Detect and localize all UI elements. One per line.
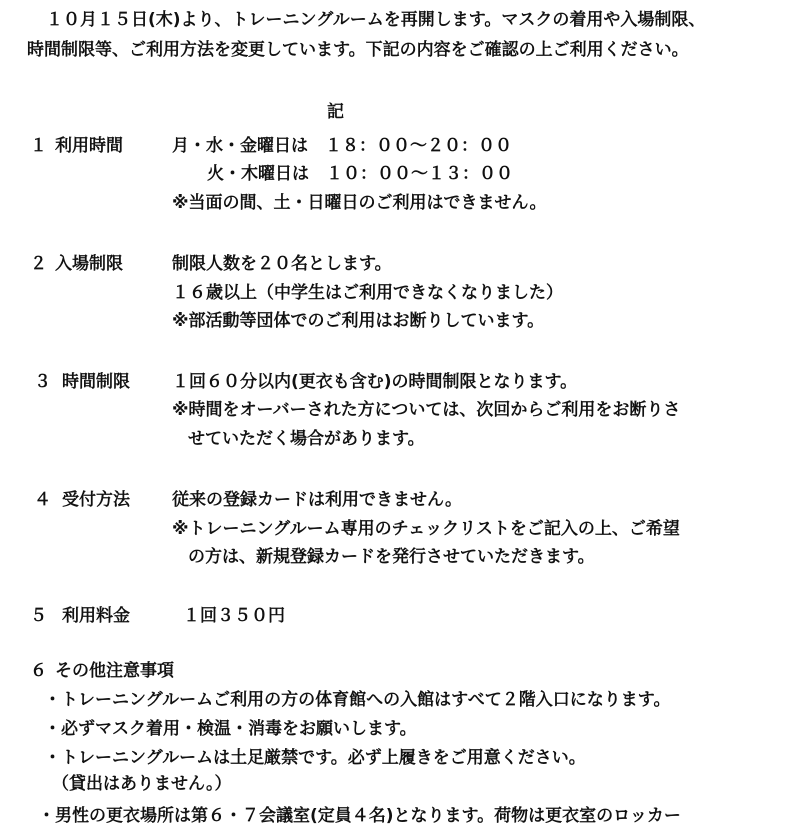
item-6-line-4: （貸出はありません。） (52, 774, 232, 794)
item-2-line-3: ※部活動等団体でのご利用はお断りしています。 (172, 311, 545, 331)
item-5-number: ５ (30, 606, 47, 626)
item-6-number: ６ (30, 661, 47, 681)
item-4-number: ４ (34, 490, 51, 510)
item-4-heading: 受付方法 (62, 490, 130, 510)
intro-line-2: 時間制限等、ご利用方法を変更しています。下記の内容をご確認の上ご利用ください。 (27, 40, 689, 60)
item-6-line-2: ・必ずマスク着用・検温・消毒をお願いします。 (44, 719, 417, 739)
item-3-number: ３ (34, 372, 51, 392)
item-2-line-1: 制限人数を２０名とします。 (172, 254, 392, 274)
item-3-line-2: ※時間をオーバーされた方については、次回からご利用をお断りさ (172, 400, 681, 420)
item-1-line-1: 月・水・金曜日は １８：００～２０：００ (172, 136, 512, 156)
ki-heading: 記 (327, 102, 344, 122)
item-6-line-5: ・男性の更衣場所は第６・７会議室(定員４名)となります。荷物は更衣室のロッカー (38, 806, 681, 826)
item-6-line-1: ・トレーニングルームご利用の方の体育館への入館はすべて２階入口になります。 (44, 690, 671, 710)
item-1-line-3: ※当面の間、土・日曜日のご利用はできません。 (172, 193, 547, 213)
item-6-line-3: ・トレーニングルームは土足厳禁です。必ず上履きをご用意ください。 (44, 748, 586, 768)
item-3-heading: 時間制限 (62, 372, 130, 392)
item-4-line-3: の方は、新規登録カードを発行させていただきます。 (188, 547, 595, 567)
item-4-line-2: ※トレーニングルーム専用のチェックリストをご記入の上、ご希望 (172, 519, 680, 539)
item-3-line-1: １回６０分以内(更衣も含む)の時間制限となります。 (172, 372, 578, 392)
item-5-line-1: １回３５０円 (183, 606, 285, 626)
item-1-heading: 利用時間 (55, 136, 123, 156)
item-2-number: ２ (30, 254, 47, 274)
item-6-heading: その他注意事項 (55, 661, 174, 681)
item-1-line-2: 火・木曜日は １０：００～１３：００ (207, 164, 513, 184)
item-4-line-1: 従来の登録カードは利用できません。 (172, 490, 463, 510)
item-1-number: １ (30, 136, 47, 156)
item-3-line-3: せていただく場合があります。 (188, 429, 425, 449)
item-2-line-2: １６歳以上（中学生はご利用できなくなりました） (172, 283, 563, 303)
item-2-heading: 入場制限 (55, 254, 123, 274)
item-5-heading: 利用料金 (62, 606, 130, 626)
intro-line-1: １０月１５日(木)より、トレーニングルームを再開します。マスクの着用や入場制限、 (46, 10, 706, 30)
